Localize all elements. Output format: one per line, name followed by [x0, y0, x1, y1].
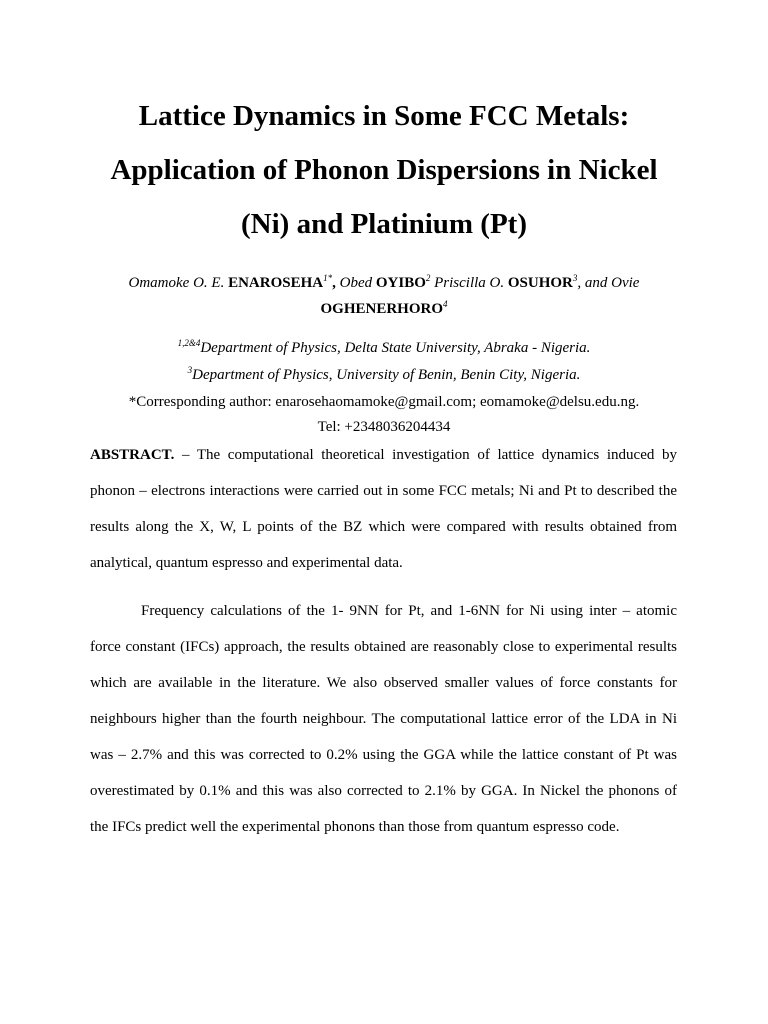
affiliation-2-text: Department of Physics, University of Benin, Benin City, Nigeria. — [192, 367, 581, 383]
abstract-line-1 — [90, 446, 677, 482]
body-paragraph-2 — [90, 602, 677, 854]
author-sep-1: , — [332, 275, 340, 291]
corresponding-author: *Corresponding author: enarosehaomamoke@gmail.com; eomamoke@delsu.edu.ng. — [128, 394, 640, 410]
affiliation-1-mark: 1,2&4 — [177, 338, 201, 348]
author-1-affil-mark: 1* — [323, 273, 333, 283]
affiliation-1-text: Department of Physics, Delta State University, Abraka - Nigeria. — [200, 340, 591, 356]
author-1-surname: ENAROSEHA — [228, 275, 324, 291]
affiliation-2 — [80, 362, 688, 389]
abstract-label: ABSTRACT. — [90, 447, 175, 463]
author-2-given: Obed — [339, 275, 376, 291]
abstract-line-4: analytical, quantum espresso and experimental data. — [90, 555, 403, 571]
paragraph-2-line-4: neighbours higher than the fourth neighbour. The computational lattice error of the LDA in Ni — [90, 711, 677, 727]
paragraph-2-line-1: Frequency calculations of the 1- 9NN for Pt, and 1-6NN for Ni using inter – atomic — [141, 603, 677, 619]
author-3-affil-mark: 3 — [572, 273, 578, 283]
telephone: Tel: +2348036204434 — [317, 419, 451, 435]
title-line-1: Lattice Dynamics in Some FCC Metals: — [138, 100, 630, 132]
affiliation-2-mark: 3 — [187, 365, 193, 375]
author-sep-3: , and Ovie — [577, 275, 640, 291]
author-line-2 — [80, 296, 688, 322]
title-line-3: (Ni) and Platinium (Pt) — [241, 208, 527, 240]
author-3-surname: OSUHOR — [507, 275, 573, 291]
author-list — [80, 270, 688, 322]
author-2-surname: OYIBO — [375, 275, 426, 291]
affiliations — [80, 335, 688, 439]
paper-title — [60, 89, 708, 251]
author-1-given: Omamoke O. E. — [128, 275, 229, 291]
paragraph-2-line-6: overestimated by 0.1% and this was also corrected to 2.1% by GGA. In Nickel the phonons of — [90, 783, 677, 799]
author-4-affil-mark: 4 — [443, 299, 448, 309]
author-line-1 — [80, 270, 688, 296]
author-2-affil-mark: 2 — [425, 273, 431, 283]
paragraph-2-line-3: which are available in the literature. We also observed smaller values of force constants for — [90, 675, 677, 691]
abstract-line-2: phonon – electrons interactions were carried out in some FCC metals; Ni and Pt to described the — [90, 483, 677, 499]
title-line-2: Application of Phonon Dispersions in Nickel — [110, 154, 658, 186]
paragraph-2-line-5: was – 2.7% and this was corrected to 0.2% using the GGA while the lattice constant of Pt was — [90, 747, 677, 763]
affiliation-1 — [80, 335, 688, 362]
paragraph-2-line-7: the IFCs predict well the experimental phonons than those from quantum espresso code. — [90, 819, 620, 835]
author-3-given: Priscilla O. — [434, 275, 508, 291]
abstract-paragraph — [90, 446, 677, 590]
abstract-line-3: results along the X, W, L points of the BZ which were compared with results obtained from — [90, 519, 677, 535]
paragraph-2-line-2: force constant (IFCs) approach, the results obtained are reasonably close to experimental results — [90, 639, 677, 655]
abstract-line-1-text: – The computational theoretical investigation of lattice dynamics induced by — [174, 447, 677, 463]
author-4-surname: OGHENERHORO — [320, 301, 443, 317]
